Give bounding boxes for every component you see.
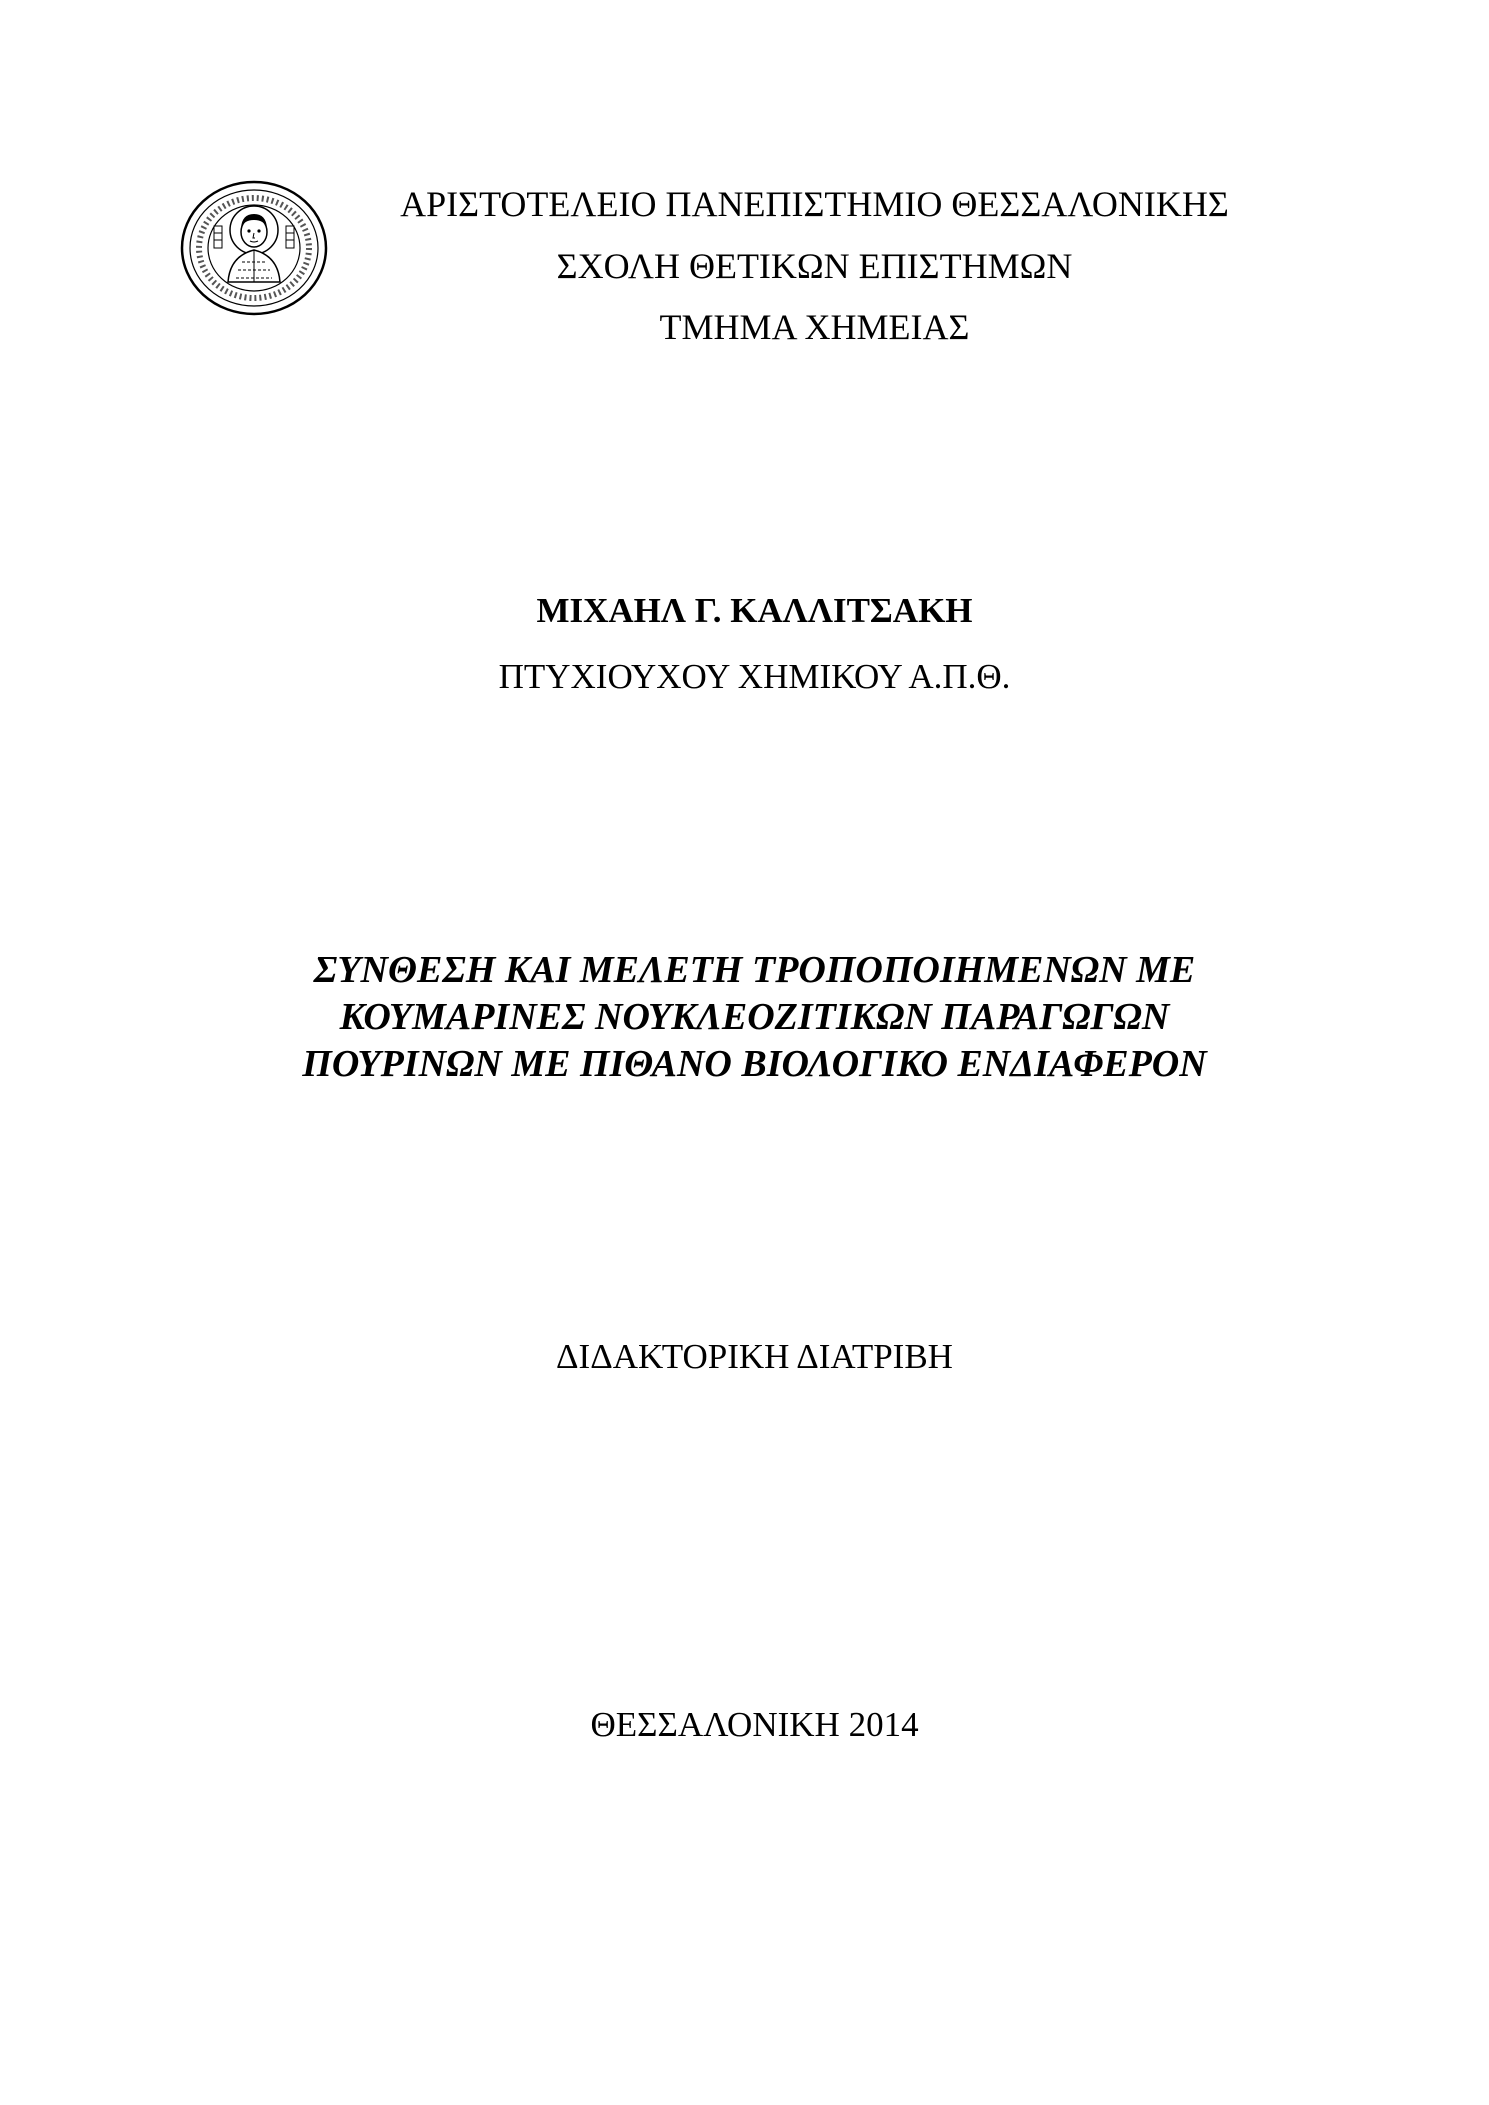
author-name: ΜΙΧΑΗΛ Γ. ΚΑΛΛΙΤΣΑΚΗ xyxy=(536,591,973,630)
document-type: ΔΙΔΑΚΤΟΡΙΚΗ ΔΙΑΤΡΙΒΗ xyxy=(556,1337,953,1376)
thesis-title-line-3: ΠΟΥΡΙΝΩΝ ΜΕ ΠΙΘΑΝΟ ΒΙΟΛΟΓΙΚΟ ΕΝΔΙΑΦΕΡΟΝ xyxy=(302,1043,1207,1085)
department-name: ΤΜΗΜΑ ΧΗΜΕΙΑΣ xyxy=(659,307,970,347)
thesis-title-line-1: ΣΥΝΘΕΣΗ ΚΑΙ ΜΕΛΕΤΗ ΤΡΟΠΟΠΟΙΗΜΕΝΩΝ ΜΕ xyxy=(313,949,1196,991)
place-year: ΘΕΣΣΑΛΟΝΙΚΗ 2014 xyxy=(590,1705,919,1744)
school-name: ΣΧΟΛΗ ΘΕΤΙΚΩΝ ΕΠΙΣΤΗΜΩΝ xyxy=(556,246,1073,286)
thesis-title-line-2: ΚΟΥΜΑΡΙΝΕΣ ΝΟΥΚΛΕΟΖΙΤΙΚΩΝ ΠΑΡΑΓΩΓΩΝ xyxy=(339,996,1170,1038)
university-name: ΑΡΙΣΤΟΤΕΛΕΙΟ ΠΑΝΕΠΙΣΤΗΜΙΟ ΘΕΣΣΑΛΟΝΙΚΗΣ xyxy=(400,184,1229,224)
author-degree: ΠΤΥΧΙΟΥΧΟΥ ΧΗΜΙΚΟΥ Α.Π.Θ. xyxy=(498,657,1011,696)
